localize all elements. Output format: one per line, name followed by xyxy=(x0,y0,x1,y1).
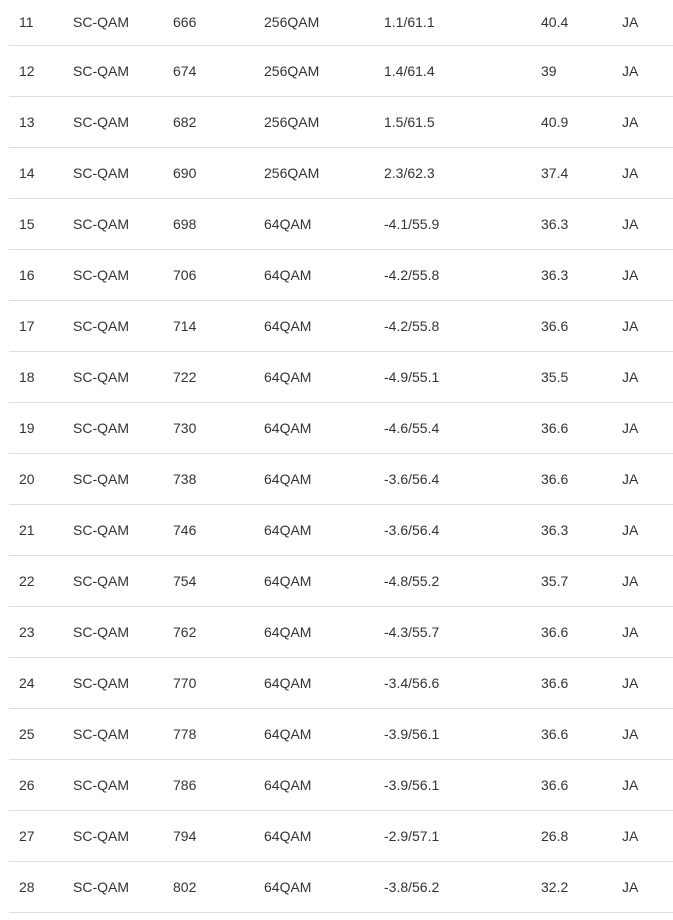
power-cell: -4.2/55.8 xyxy=(384,300,541,351)
modulation-cell: 64QAM xyxy=(264,810,384,861)
modulation-cell: 256QAM xyxy=(264,147,384,198)
channel-type-cell: SC-QAM xyxy=(73,453,173,504)
snr-cell: 36.3 xyxy=(541,249,622,300)
table-row xyxy=(9,300,673,351)
frequency-cell: 674 xyxy=(173,45,264,96)
power-cell: -4.1/55.9 xyxy=(384,198,541,249)
table-row xyxy=(9,759,673,810)
snr-cell: 36.6 xyxy=(541,657,622,708)
channel-type-cell: SC-QAM xyxy=(73,861,173,912)
locked-status-cell: JA xyxy=(622,555,673,606)
power-cell: 2.3/62.3 xyxy=(384,147,541,198)
power-cell: -3.9/56.1 xyxy=(384,708,541,759)
channel-type-cell: SC-QAM xyxy=(73,96,173,147)
channel-id-cell: 27 xyxy=(9,810,73,861)
table-body xyxy=(9,0,673,912)
channel-type-cell: SC-QAM xyxy=(73,555,173,606)
locked-status-cell: JA xyxy=(622,198,673,249)
channel-type-cell: SC-QAM xyxy=(73,0,173,45)
channel-type-cell: SC-QAM xyxy=(73,198,173,249)
locked-status-cell: JA xyxy=(622,504,673,555)
table-row xyxy=(9,504,673,555)
channel-type-cell: SC-QAM xyxy=(73,657,173,708)
table-row xyxy=(9,249,673,300)
power-cell: -3.9/56.1 xyxy=(384,759,541,810)
modulation-cell: 256QAM xyxy=(264,96,384,147)
power-cell: -2.9/57.1 xyxy=(384,810,541,861)
locked-status-cell: JA xyxy=(622,351,673,402)
modulation-cell: 64QAM xyxy=(264,606,384,657)
snr-cell: 40.9 xyxy=(541,96,622,147)
modulation-cell: 64QAM xyxy=(264,861,384,912)
locked-status-cell: JA xyxy=(622,657,673,708)
power-cell: -3.6/56.4 xyxy=(384,504,541,555)
channel-id-cell: 11 xyxy=(9,0,73,45)
frequency-cell: 746 xyxy=(173,504,264,555)
modulation-cell: 64QAM xyxy=(264,504,384,555)
channel-type-cell: SC-QAM xyxy=(73,606,173,657)
channel-id-cell: 20 xyxy=(9,453,73,504)
modulation-cell: 64QAM xyxy=(264,351,384,402)
frequency-cell: 802 xyxy=(173,861,264,912)
snr-cell: 36.6 xyxy=(541,402,622,453)
table-row xyxy=(9,657,673,708)
power-cell: -4.9/55.1 xyxy=(384,351,541,402)
locked-status-cell: JA xyxy=(622,453,673,504)
frequency-cell: 794 xyxy=(173,810,264,861)
power-cell: 1.4/61.4 xyxy=(384,45,541,96)
locked-status-cell: JA xyxy=(622,249,673,300)
locked-status-cell: JA xyxy=(622,810,673,861)
modulation-cell: 64QAM xyxy=(264,555,384,606)
channel-id-cell: 26 xyxy=(9,759,73,810)
frequency-cell: 682 xyxy=(173,96,264,147)
snr-cell: 35.5 xyxy=(541,351,622,402)
downstream-channel-table xyxy=(9,0,673,913)
modulation-cell: 64QAM xyxy=(264,759,384,810)
snr-cell: 36.6 xyxy=(541,606,622,657)
channel-type-cell: SC-QAM xyxy=(73,402,173,453)
modulation-cell: 64QAM xyxy=(264,657,384,708)
power-cell: -4.8/55.2 xyxy=(384,555,541,606)
snr-cell: 36.3 xyxy=(541,198,622,249)
modulation-cell: 64QAM xyxy=(264,249,384,300)
frequency-cell: 666 xyxy=(173,0,264,45)
channel-type-cell: SC-QAM xyxy=(73,708,173,759)
frequency-cell: 698 xyxy=(173,198,264,249)
channel-id-cell: 28 xyxy=(9,861,73,912)
channel-type-cell: SC-QAM xyxy=(73,300,173,351)
frequency-cell: 762 xyxy=(173,606,264,657)
power-cell: 1.1/61.1 xyxy=(384,0,541,45)
power-cell: -3.8/56.2 xyxy=(384,861,541,912)
channel-id-cell: 18 xyxy=(9,351,73,402)
table-row xyxy=(9,351,673,402)
channel-type-cell: SC-QAM xyxy=(73,45,173,96)
channel-id-cell: 13 xyxy=(9,96,73,147)
table-row xyxy=(9,606,673,657)
table-row xyxy=(9,555,673,606)
locked-status-cell: JA xyxy=(622,402,673,453)
locked-status-cell: JA xyxy=(622,759,673,810)
channel-type-cell: SC-QAM xyxy=(73,147,173,198)
snr-cell: 40.4 xyxy=(541,0,622,45)
channel-id-cell: 23 xyxy=(9,606,73,657)
frequency-cell: 714 xyxy=(173,300,264,351)
channel-id-cell: 12 xyxy=(9,45,73,96)
locked-status-cell: JA xyxy=(622,708,673,759)
modulation-cell: 64QAM xyxy=(264,402,384,453)
locked-status-cell: JA xyxy=(622,96,673,147)
locked-status-cell: JA xyxy=(622,147,673,198)
frequency-cell: 690 xyxy=(173,147,264,198)
snr-cell: 37.4 xyxy=(541,147,622,198)
modulation-cell: 256QAM xyxy=(264,45,384,96)
channel-id-cell: 24 xyxy=(9,657,73,708)
locked-status-cell: JA xyxy=(622,45,673,96)
channel-type-cell: SC-QAM xyxy=(73,810,173,861)
frequency-cell: 778 xyxy=(173,708,264,759)
table-row xyxy=(9,861,673,912)
table-row xyxy=(9,453,673,504)
modulation-cell: 64QAM xyxy=(264,198,384,249)
channel-id-cell: 22 xyxy=(9,555,73,606)
table-row xyxy=(9,0,673,45)
table-row xyxy=(9,198,673,249)
frequency-cell: 770 xyxy=(173,657,264,708)
snr-cell: 32.2 xyxy=(541,861,622,912)
frequency-cell: 722 xyxy=(173,351,264,402)
power-cell: -4.3/55.7 xyxy=(384,606,541,657)
channel-id-cell: 16 xyxy=(9,249,73,300)
snr-cell: 36.3 xyxy=(541,504,622,555)
channel-id-cell: 21 xyxy=(9,504,73,555)
channel-id-cell: 17 xyxy=(9,300,73,351)
snr-cell: 35.7 xyxy=(541,555,622,606)
locked-status-cell: JA xyxy=(622,606,673,657)
frequency-cell: 786 xyxy=(173,759,264,810)
modulation-cell: 64QAM xyxy=(264,708,384,759)
table-row xyxy=(9,147,673,198)
channel-id-cell: 25 xyxy=(9,708,73,759)
snr-cell: 36.6 xyxy=(541,708,622,759)
snr-cell: 39 xyxy=(541,45,622,96)
power-cell: -4.2/55.8 xyxy=(384,249,541,300)
table-row xyxy=(9,96,673,147)
frequency-cell: 738 xyxy=(173,453,264,504)
power-cell: 1.5/61.5 xyxy=(384,96,541,147)
table-row xyxy=(9,45,673,96)
locked-status-cell: JA xyxy=(622,861,673,912)
channel-type-cell: SC-QAM xyxy=(73,351,173,402)
locked-status-cell: JA xyxy=(622,0,673,45)
modulation-cell: 64QAM xyxy=(264,300,384,351)
snr-cell: 36.6 xyxy=(541,300,622,351)
modulation-cell: 64QAM xyxy=(264,453,384,504)
channel-type-cell: SC-QAM xyxy=(73,249,173,300)
power-cell: -4.6/55.4 xyxy=(384,402,541,453)
frequency-cell: 730 xyxy=(173,402,264,453)
channel-id-cell: 19 xyxy=(9,402,73,453)
table-row xyxy=(9,810,673,861)
power-cell: -3.4/56.6 xyxy=(384,657,541,708)
table-row xyxy=(9,708,673,759)
channel-type-cell: SC-QAM xyxy=(73,759,173,810)
table-row xyxy=(9,402,673,453)
snr-cell: 26.8 xyxy=(541,810,622,861)
modulation-cell: 256QAM xyxy=(264,0,384,45)
frequency-cell: 754 xyxy=(173,555,264,606)
locked-status-cell: JA xyxy=(622,300,673,351)
snr-cell: 36.6 xyxy=(541,453,622,504)
channel-table-container xyxy=(9,0,673,913)
channel-id-cell: 15 xyxy=(9,198,73,249)
channel-id-cell: 14 xyxy=(9,147,73,198)
frequency-cell: 706 xyxy=(173,249,264,300)
channel-type-cell: SC-QAM xyxy=(73,504,173,555)
power-cell: -3.6/56.4 xyxy=(384,453,541,504)
snr-cell: 36.6 xyxy=(541,759,622,810)
